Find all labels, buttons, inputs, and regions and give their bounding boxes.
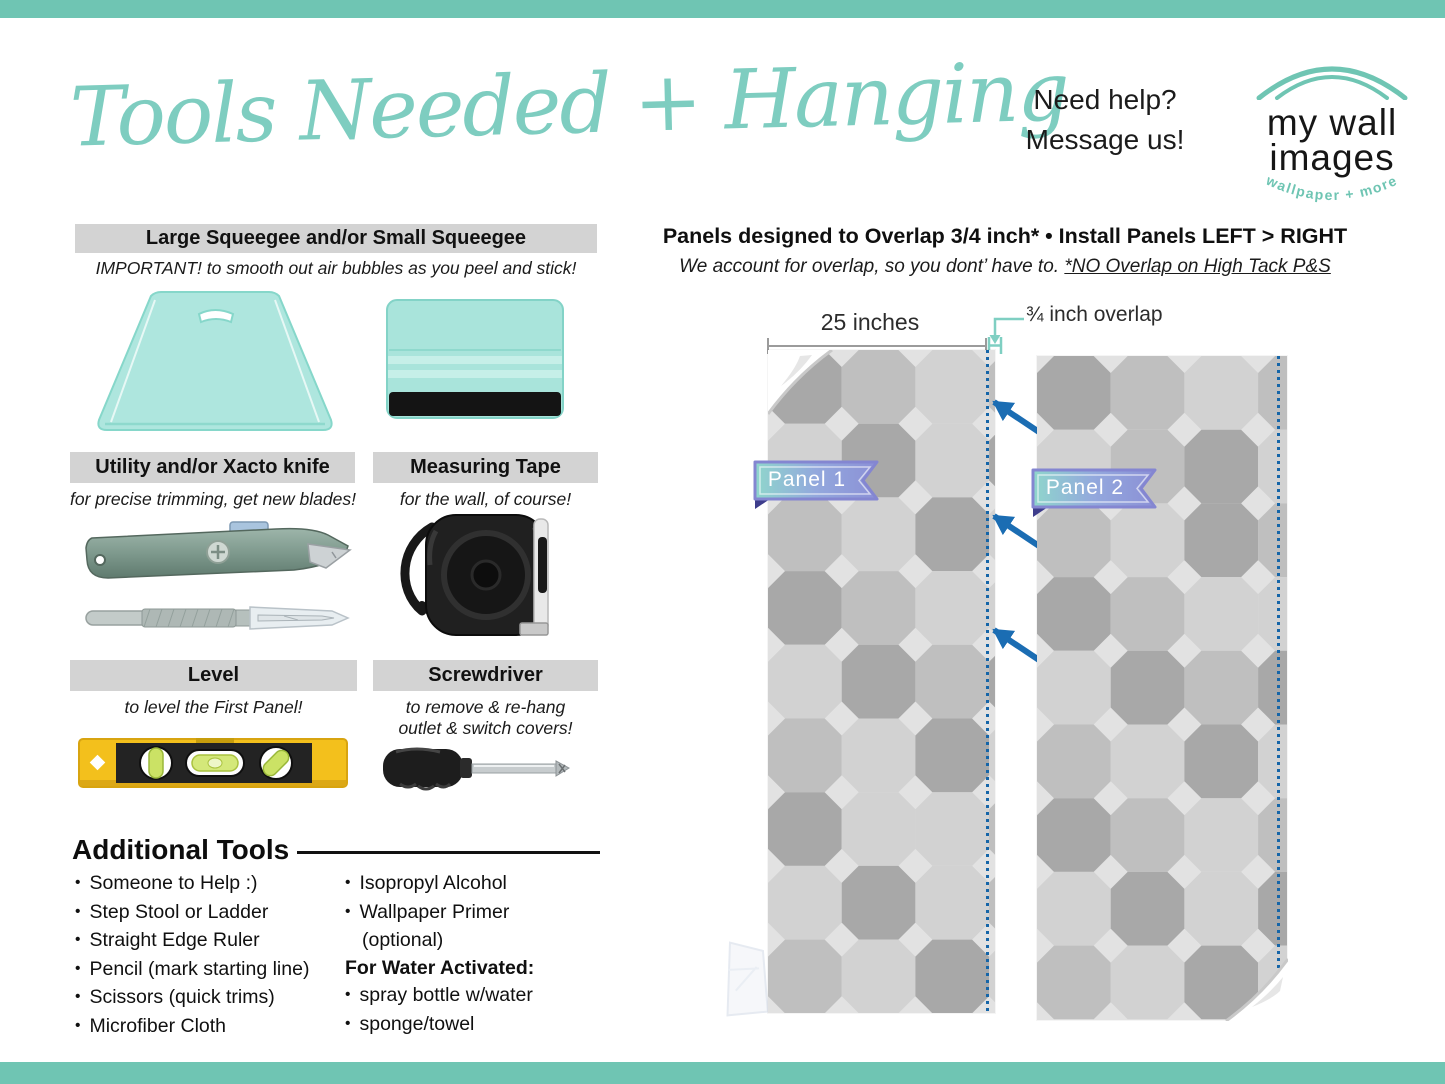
panel-1-wallpaper — [768, 350, 995, 1013]
section-header-level: Level — [70, 660, 357, 691]
logo-wordmark-line-1: my wall — [1266, 102, 1398, 143]
subline-plain: We account for overlap, so you dont’ have to. — [679, 256, 1065, 277]
knife-note: for precise trimming, get new blades! — [70, 489, 356, 509]
page-title: Tools Needed + Hanging — [68, 44, 1069, 166]
screwdriver-note-line-2: outlet & switch covers! — [398, 718, 573, 738]
dimension-label: 25 inches — [820, 309, 920, 335]
diagram-subline — [640, 256, 1370, 278]
additional-tools-list-right — [345, 870, 607, 1039]
help-line-1: Need help? — [1033, 84, 1177, 115]
bottom-accent-bar — [0, 1062, 1445, 1084]
section-header-squeegee: Large Squeegee and/or Small Squeegee — [75, 224, 597, 253]
screwdriver-note-line-1: to remove & re-hang — [405, 697, 566, 717]
panel-2-ribbon — [1028, 467, 1158, 517]
list-item: • sponge/towel — [345, 1011, 607, 1040]
small-squeegee-illustration — [385, 298, 565, 420]
section-header-screwdriver: Screwdriver — [373, 660, 598, 691]
list-item: • Isopropyl Alcohol — [345, 870, 607, 899]
panel-2-overlap-dotted-line — [1277, 356, 1280, 1016]
help-text — [1005, 80, 1205, 160]
brand-logo — [1242, 50, 1422, 222]
list-item: • Scissors (quick trims) — [75, 984, 347, 1013]
panel-2-wallpaper — [1037, 356, 1287, 1020]
xacto-knife-illustration — [84, 596, 352, 640]
water-activated-heading: For Water Activated: — [345, 956, 535, 979]
large-squeegee-illustration — [95, 290, 335, 432]
svg-text:wallpaper + more: wallpaper + more — [1263, 175, 1401, 204]
additional-tools-title: Additional Tools — [72, 834, 290, 865]
section-header-tape: Measuring Tape — [373, 452, 598, 483]
additional-tools-list-left — [75, 870, 347, 1041]
list-item: • Straight Edge Ruler — [75, 927, 347, 956]
panel-1-corner-curl — [768, 350, 840, 422]
measuring-tape-illustration — [392, 505, 564, 647]
panel-2-label: Panel 2 — [1045, 476, 1125, 499]
additional-right-top — [345, 870, 607, 927]
logo-tagline — [1242, 175, 1422, 217]
panel-1-ribbon — [750, 459, 880, 509]
top-accent-bar — [0, 0, 1445, 18]
utility-knife-illustration — [80, 514, 352, 594]
panel-2-corner-curl — [1222, 955, 1288, 1021]
squeegee-note: IMPORTANT! to smooth out air bubbles as you peel and stick! — [95, 258, 577, 278]
list-item: • Someone to Help :) — [75, 870, 347, 899]
screwdriver-illustration — [380, 742, 570, 794]
dimension-lines — [762, 308, 1062, 354]
list-item: • Microfiber Cloth — [75, 1013, 347, 1042]
heading-rule — [297, 851, 600, 854]
additional-right-bottom — [345, 982, 607, 1039]
list-item: • Step Stool or Ladder — [75, 899, 347, 928]
screwdriver-note — [373, 697, 598, 739]
help-line-2: Message us! — [1025, 124, 1185, 155]
level-illustration — [78, 733, 348, 793]
additional-tools-heading — [72, 834, 600, 866]
logo-wordmark-line-2: images — [1269, 137, 1395, 178]
list-item: • Pencil (mark starting line) — [75, 956, 347, 985]
level-note: to level the First Panel! — [124, 697, 303, 717]
logo-arcs-icon — [1247, 50, 1417, 100]
tape-note: for the wall, of course! — [399, 489, 572, 509]
section-header-knife: Utility and/or Xacto knife — [70, 452, 355, 483]
subline-underlined: *NO Overlap on High Tack P&S — [1064, 256, 1331, 277]
list-item: • Wallpaper Primer — [345, 899, 607, 928]
list-item: • spray bottle w/water — [345, 982, 607, 1011]
panel-1-label: Panel 1 — [767, 468, 847, 491]
optional-line: (optional) — [362, 929, 444, 951]
diagram-headline: Panels designed to Overlap 3/4 inch* • Install Panels LEFT > RIGHT — [662, 224, 1348, 248]
overlap-label: ¾ inch overlap — [1026, 303, 1163, 326]
